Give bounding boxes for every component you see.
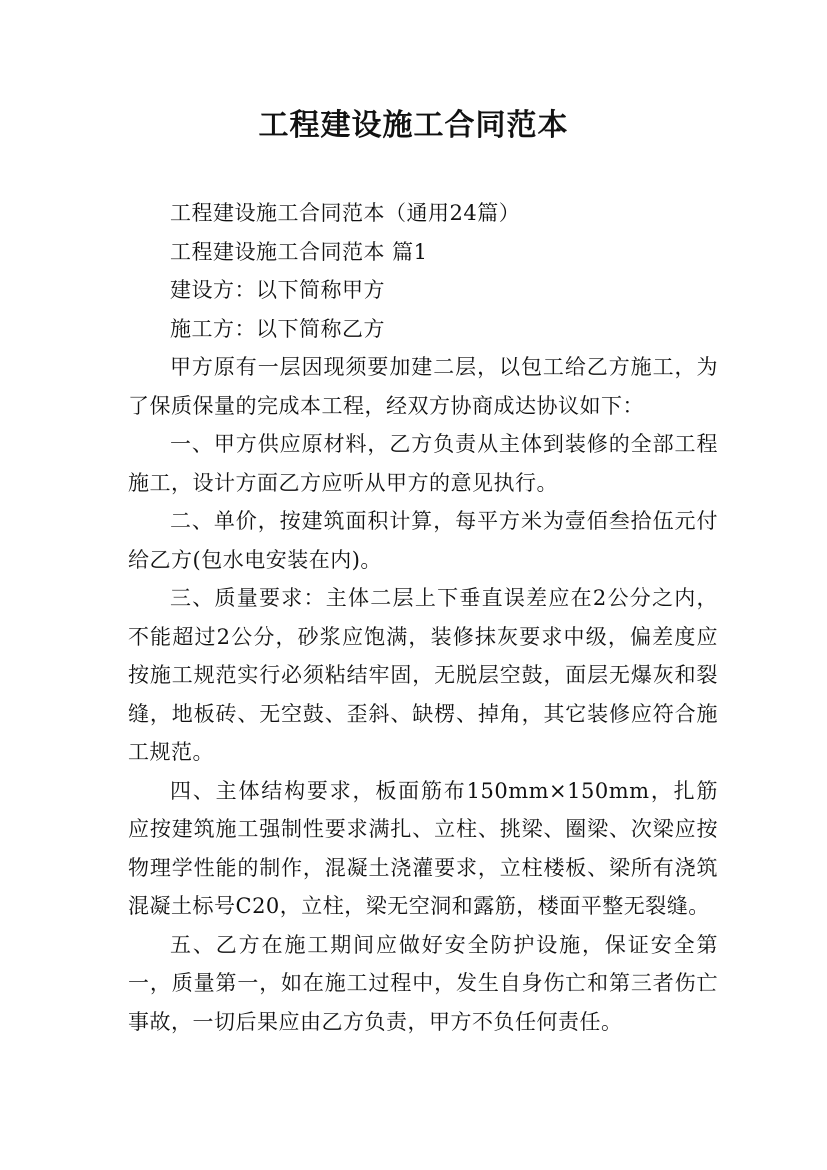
paragraph-clause-5: 五、乙方在施工期间应做好安全防护设施，保证安全第一，质量第一，如在施工过程中，发生自身伤亡和第三者伤亡事故，一切后果应由乙方负责，甲方不负任何责任。 <box>128 932 718 1034</box>
document-title: 工程建设施工合同范本 <box>258 108 569 143</box>
paragraph-section-heading: 工程建设施工合同范本 篇1 <box>170 239 428 264</box>
paragraph-subtitle: 工程建设施工合同范本（通用24篇） <box>170 201 521 225</box>
paragraph-party-b: 施工方：以下简称乙方 <box>170 316 385 341</box>
paragraph-clause-2: 二、单价，按建筑面积计算，每平方米为壹佰叁拾伍元付给乙方(包水电安装在内)。 <box>128 509 718 572</box>
paragraph-intro: 甲方原有一层因现须要加建二层，以包工给乙方施工，为了保质保量的完成本工程，经双方协商成达协议如下： <box>128 355 718 418</box>
paragraph-clause-3: 三、质量要求：主体二层上下垂直误差应在2公分之内，不能超过2公分，砂浆应饱满，装修抹灰要求中级，偏差度应按施工规范实行必须粘结牢固，无脱层空鼓，面层无爆灰和裂缝，地板砖、无空鼓、歪斜、缺楞、掉角，其它装修应符合施工规范。 <box>128 586 718 764</box>
paragraph-clause-1: 一、甲方供应原材料，乙方负责从主体到装修的全部工程施工，设计方面乙方应听从甲方的意见执行。 <box>128 432 718 495</box>
document-body <box>128 194 718 1041</box>
paragraph-party-a: 建设方：以下简称甲方 <box>170 278 385 302</box>
paragraph-clause-4: 四、主体结构要求，板面筋布150mm×150mm，扎筋应按建筑施工强制性要求满扎、立柱、挑梁、圈梁、次梁应按物理学性能的制作，混凝土浇灌要求，立柱楼板、梁所有浇筑混凝土标号C20，立柱，梁无空洞和露筋，楼面平整无裂缝。 <box>128 778 718 918</box>
